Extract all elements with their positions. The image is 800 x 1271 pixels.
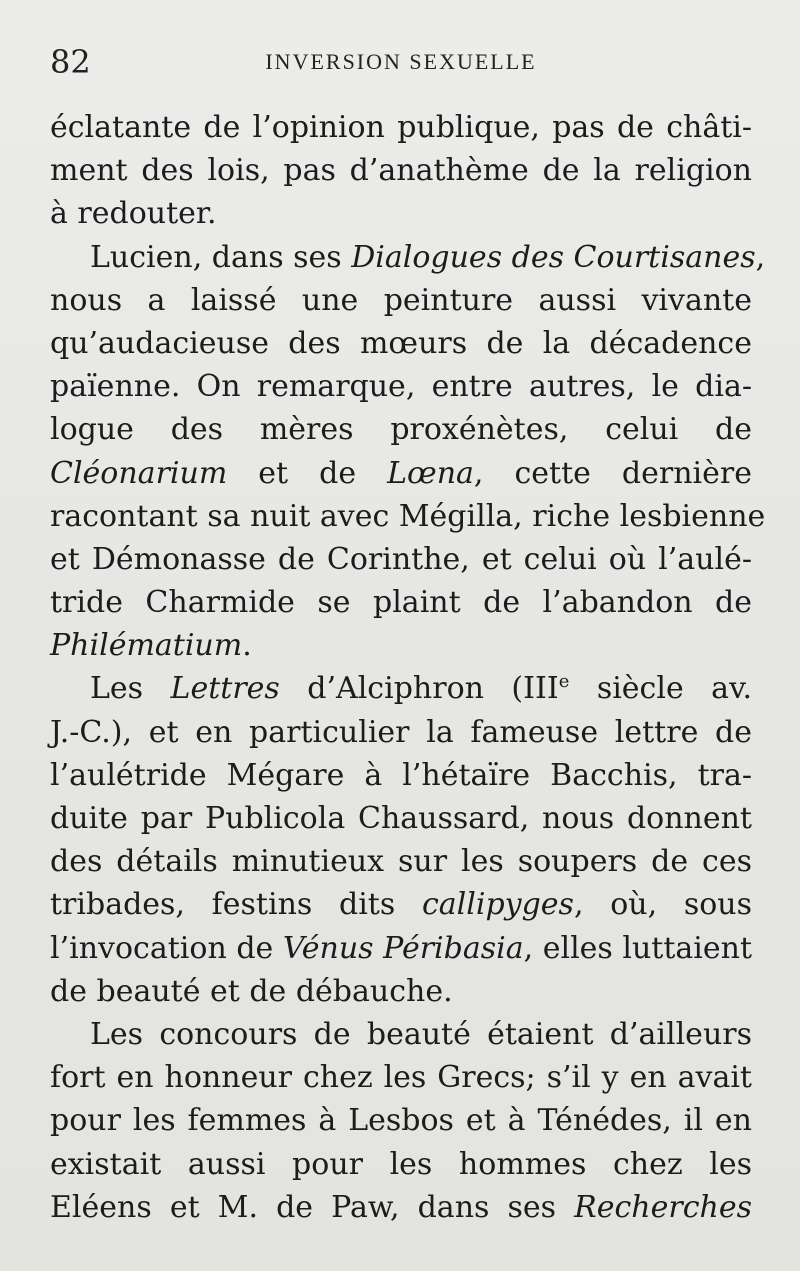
text-line: Eléens et M. de Paw, dans ses Recherches [50,1189,752,1225]
text-line: et Démonasse de Corinthe, et celui où l’aulé- [50,541,752,577]
text-line: logue des mères proxénètes, celui de [50,412,752,448]
text-line: des détails minutieux sur les soupers de ces [50,844,752,880]
text-line: nous a laissé une peinture aussi vivante [50,282,752,318]
italic-name: Cléonarium [50,455,228,491]
text-line: Lucien, dans ses Dialogues des Courtisanes, [90,239,766,275]
text-line: à redouter. [50,196,217,232]
italic-title: Lettres [170,671,280,707]
text-line: existait aussi pour les hommes chez les [50,1146,752,1182]
text-line: Les concours de beauté étaient d’ailleurs [90,1016,752,1052]
italic-name: Lœna [387,455,474,491]
roman-numeral: III [523,671,559,707]
text-line: Philématium. [50,628,252,664]
text-line: Cléonarium et de Lœna, cette dernière [50,455,752,491]
running-head: INVERSION SEXUELLE [265,49,537,74]
text-line: fort en honneur chez les Grecs; s’il y en avait [50,1060,752,1096]
italic-term: callipyges [421,887,574,923]
text-line: l’aulétride Mégare à l’hétaïre Bacchis, tra- [50,757,752,793]
text-line: ment des lois, pas d’anathème de la religion [50,153,752,189]
text-line: duite par Publicola Chaussard, nous donnent [50,801,752,836]
page-header [50,40,752,84]
text-line: païenne. On remarque, entre autres, le dia- [50,369,752,405]
text-line: J.-C.), et en particulier la fameuse lettre de [50,714,752,750]
text-line: éclatante de l’opinion publique, pas de châti- [50,110,752,145]
text-line: racontant sa nuit avec Mégilla, riche lesbienne [50,498,766,534]
italic-title: Dialogues des Courtisanes [351,239,756,275]
italic-title: Recherches [574,1189,752,1225]
superscript: e [558,671,570,693]
italic-name: Philématium [50,628,243,664]
text-line: tribades, festins dits callipyges, où, sous [50,887,752,923]
italic-name: Vénus Péribasia [282,930,524,966]
text-line: de beauté et de débauche. [50,973,453,1009]
text-line: qu’audacieuse des mœurs de la décadence [50,325,752,361]
text-line: Les Lettres d’Alciphron (IIIe siècle av. [90,671,752,707]
page-number: 82 [50,43,91,81]
text-line: l’invocation de Vénus Péribasia, elles luttaient [50,930,753,966]
text-line: pour les femmes à Lesbos et à Ténédes, il en [50,1103,752,1139]
text-line: tride Charmide se plaint de l’abandon de [50,585,752,621]
body-text [50,106,766,1229]
